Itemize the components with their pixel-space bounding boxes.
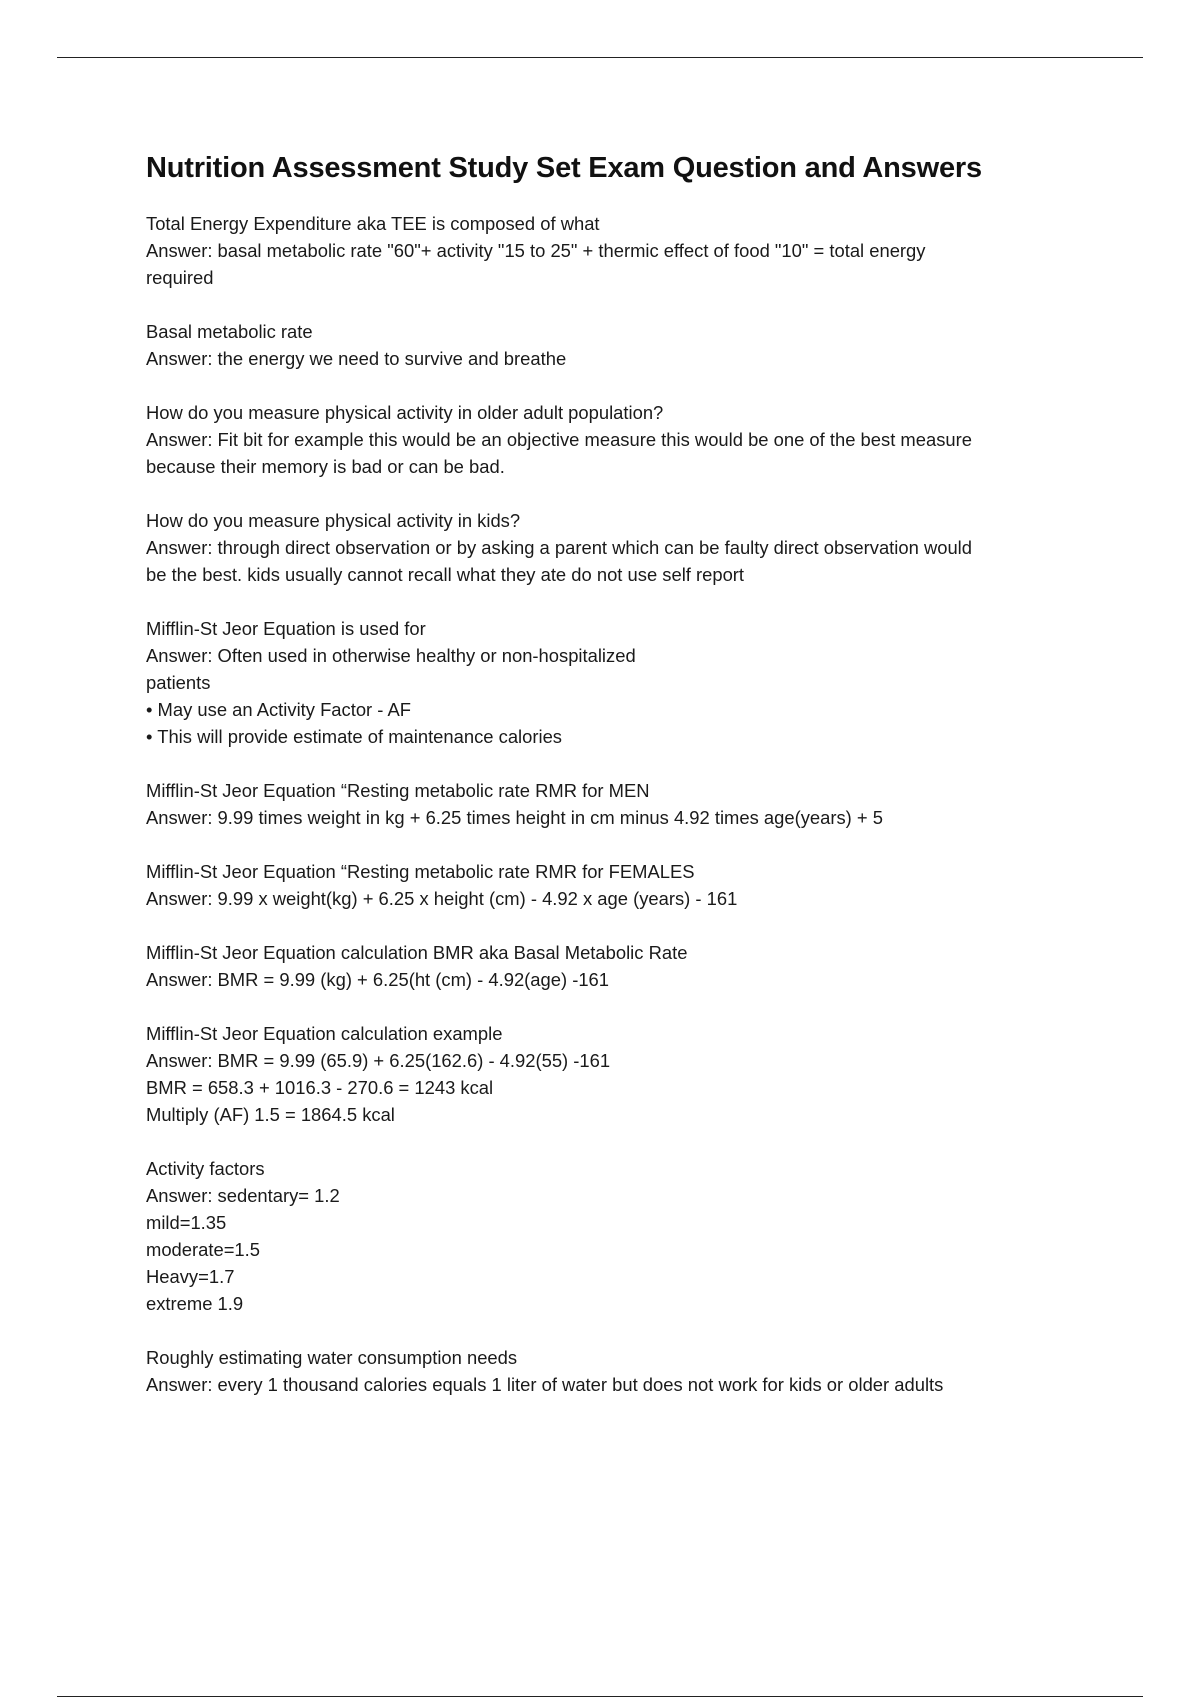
qa-item <box>146 399 1086 480</box>
answer-line: required <box>146 267 214 288</box>
document-body <box>146 148 1086 1425</box>
answer-line: because their memory is bad or can be bad. <box>146 456 505 477</box>
answer-line: patients <box>146 672 211 693</box>
question-text: Mifflin-St Jeor Equation calculation example <box>146 1023 503 1044</box>
answer-line: be the best. kids usually cannot recall what they ate do not use self report <box>146 564 745 585</box>
answer-line: Answer: BMR = 9.99 (65.9) + 6.25(162.6) - 4.92(55) -161 <box>146 1050 611 1071</box>
qa-item <box>146 1155 1086 1317</box>
question-text: Roughly estimating water consumption needs <box>146 1347 518 1368</box>
answer-line: Answer: BMR = 9.99 (kg) + 6.25(ht (cm) - 4.92(age) -161 <box>146 969 610 990</box>
answer-line: Answer: the energy we need to survive and breathe <box>146 348 567 369</box>
answer-line: • This will provide estimate of maintenance calories <box>146 726 562 747</box>
qa-item <box>146 615 1086 750</box>
answer-line: mild=1.35 <box>146 1212 227 1233</box>
answer-line: Answer: every 1 thousand calories equals 1 liter of water but does not work for kids or older adults <box>146 1374 944 1395</box>
document-title: Nutrition Assessment Study Set Exam Question and Answers <box>146 152 982 184</box>
answer-line: BMR = 658.3 + 1016.3 - 270.6 = 1243 kcal <box>146 1077 494 1098</box>
answer-line: • May use an Activity Factor - AF <box>146 699 412 720</box>
question-text: Total Energy Expenditure aka TEE is composed of what <box>146 213 600 234</box>
question-text: Mifflin-St Jeor Equation is used for <box>146 618 426 639</box>
qa-item <box>146 507 1086 588</box>
answer-line: Multiply (AF) 1.5 = 1864.5 kcal <box>146 1104 395 1125</box>
qa-list <box>146 210 1086 1398</box>
answer-line: Answer: 9.99 x weight(kg) + 6.25 x height (cm) - 4.92 x age (years) - 161 <box>146 888 738 909</box>
answer-line: moderate=1.5 <box>146 1239 260 1260</box>
qa-item <box>146 939 1086 993</box>
answer-line: extreme 1.9 <box>146 1293 244 1314</box>
question-text: Activity factors <box>146 1158 265 1179</box>
answer-line: Answer: Often used in otherwise healthy or non-hospitalized <box>146 645 636 666</box>
question-text: How do you measure physical activity in kids? <box>146 510 521 531</box>
question-text: Basal metabolic rate <box>146 321 313 342</box>
qa-item <box>146 1344 1086 1398</box>
qa-item <box>146 777 1086 831</box>
answer-line: Answer: basal metabolic rate "60"+ activity "15 to 25" + thermic effect of food "10" = total energy <box>146 240 926 261</box>
question-text: Mifflin-St Jeor Equation “Resting metabolic rate RMR for MEN <box>146 780 650 801</box>
bottom-rule <box>57 1696 1143 1697</box>
question-text: Mifflin-St Jeor Equation “Resting metabolic rate RMR for FEMALES <box>146 861 695 882</box>
question-text: Mifflin-St Jeor Equation calculation BMR aka Basal Metabolic Rate <box>146 942 688 963</box>
question-text: How do you measure physical activity in older adult population? <box>146 402 664 423</box>
answer-line: Answer: through direct observation or by asking a parent which can be faulty direct observation would <box>146 537 972 558</box>
answer-line: Heavy=1.7 <box>146 1266 235 1287</box>
qa-item <box>146 210 1086 291</box>
qa-item <box>146 858 1086 912</box>
qa-item <box>146 1020 1086 1128</box>
answer-line: Answer: 9.99 times weight in kg + 6.25 times height in cm minus 4.92 times age(years) + 5 <box>146 807 883 828</box>
qa-item <box>146 318 1086 372</box>
answer-line: Answer: sedentary= 1.2 <box>146 1185 340 1206</box>
top-rule <box>57 57 1143 58</box>
answer-line: Answer: Fit bit for example this would be an objective measure this would be one of the best measure <box>146 429 972 450</box>
